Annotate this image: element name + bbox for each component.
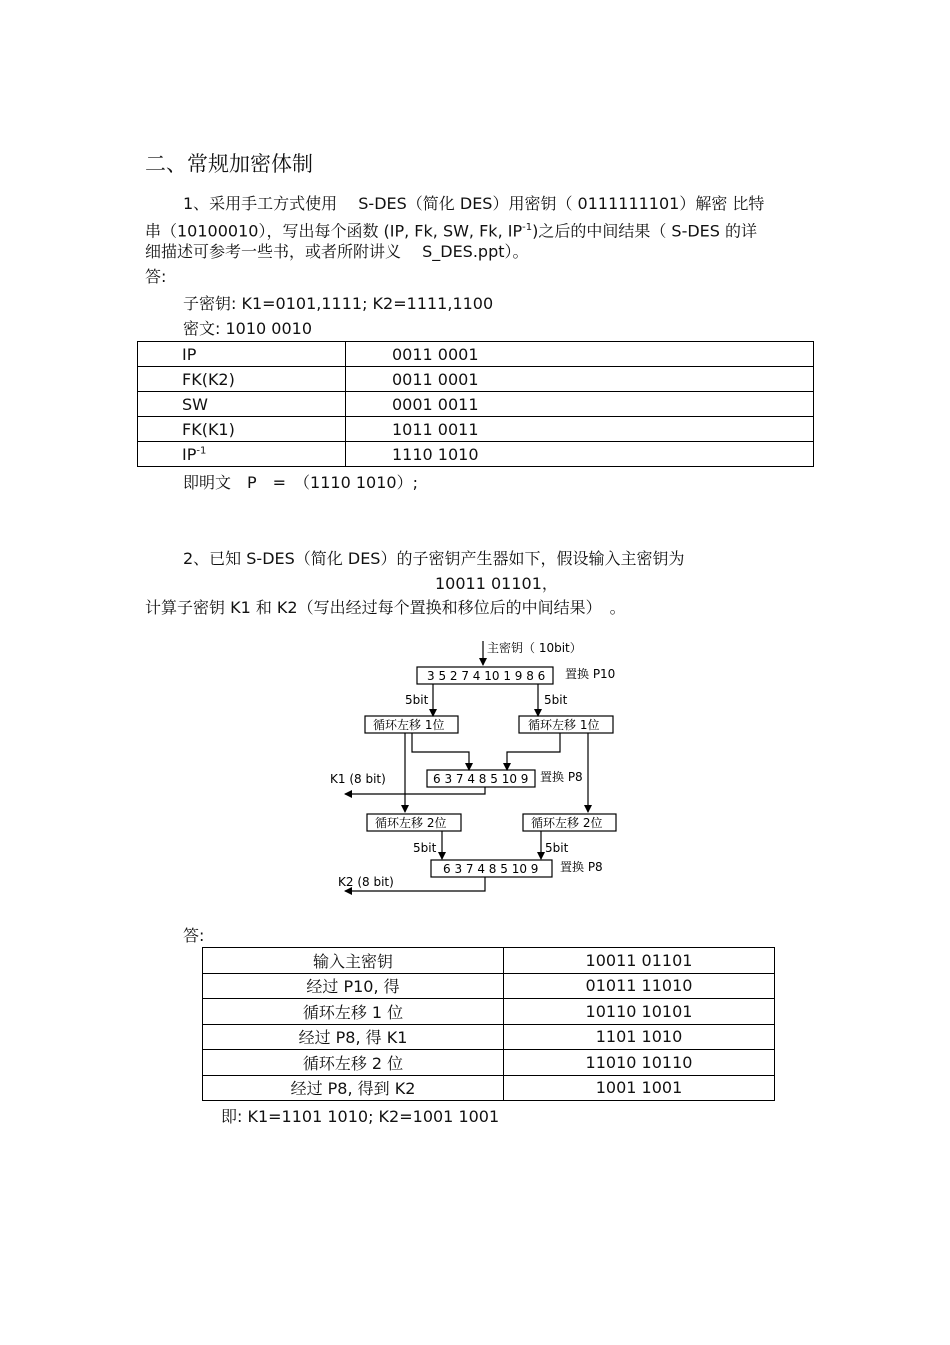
table-row [203, 973, 775, 999]
table-cell-val: 0011 0001 [346, 367, 814, 392]
ls2-right-label: 循环左移 2位 [531, 816, 603, 830]
p10-label: 置换 P10 [565, 667, 616, 681]
table-cell-fn: FK(K2) [138, 367, 346, 392]
ls1-right-label: 循环左移 1位 [528, 718, 600, 732]
table-cell-step: 经过 P8, 得 K1 [203, 1024, 504, 1050]
table-cell-val: 10110 10101 [504, 999, 775, 1025]
q1-line1: 1、采用手工方式使用 S-DES（简化 DES）用密钥（ 0111111101）解密 比特 [183, 194, 765, 213]
bits-label: 5bit [545, 841, 569, 855]
p10-sequence: 3 5 2 7 4 10 1 9 8 6 [427, 669, 546, 683]
table-cell-step: 循环左移 2 位 [203, 1050, 504, 1076]
table-cell-val: 1001 1001 [504, 1075, 775, 1101]
table-cell-step: 输入主密钥 [203, 948, 504, 974]
k2-label: K2 (8 bit) [338, 875, 394, 889]
p8-sequence-2: 6 3 7 4 8 5 10 9 [443, 862, 539, 876]
p8-label-2: 置换 P8 [560, 860, 603, 874]
q1-line2-sup: -1 [522, 222, 533, 233]
ls2-left-label: 循环左移 2位 [375, 816, 447, 830]
table-row [203, 1050, 775, 1076]
section-title: 二、常规加密体制 [145, 152, 313, 176]
ls1-left-label: 循环左移 1位 [373, 718, 445, 732]
table-row [203, 1075, 775, 1101]
table-cell-val: 01011 11010 [504, 973, 775, 999]
p8-label-1: 置换 P8 [540, 770, 583, 784]
table-cell-fn: SW [138, 392, 346, 417]
table-cell-val: 1011 0011 [346, 417, 814, 442]
master-key-label: 主密钥（ 10bit） [487, 641, 582, 655]
bits-label: 5bit [544, 693, 568, 707]
table-cell-val: 1101 1010 [504, 1024, 775, 1050]
table-cell-val: 11010 10110 [504, 1050, 775, 1076]
q1-line3: 细描述可参考一些书，或者所附讲义 S_DES.ppt）。 [145, 242, 529, 261]
q2-line3: 计算子密钥 K1 和 K2（写出经过每个置换和移位后的中间结果） 。 [145, 598, 626, 617]
q2-answer-label: 答: [183, 926, 205, 945]
q2-line1: 2、已知 S-DES（简化 DES）的子密钥产生器如下，假设输入主密钥为 [183, 549, 685, 568]
q1-answer-label: 答: [145, 267, 167, 286]
table-cell-fn: FK(K1) [138, 417, 346, 442]
table-row [203, 1024, 775, 1050]
table-cell-step: 经过 P8, 得到 K2 [203, 1075, 504, 1101]
bits-label: 5bit [405, 693, 429, 707]
table-cell-step: 循环左移 1 位 [203, 999, 504, 1025]
p8-sequence-1: 6 3 7 4 8 5 10 9 [433, 772, 529, 786]
table-cell-step: 经过 P10, 得 [203, 973, 504, 999]
k1-label: K1 (8 bit) [330, 772, 386, 786]
table-cell-val: 0011 0001 [346, 342, 814, 367]
table-cell-fn: IP [138, 342, 346, 367]
q1-conclusion: 即明文 P = （1110 1010）; [183, 473, 418, 492]
table-cell-val: 1110 1010 [346, 442, 814, 467]
table-row [203, 948, 775, 974]
q1-line2-tail: )之后的中间结果（ S-DES 的详 [532, 221, 758, 241]
table-row [203, 999, 775, 1025]
q2-results-table [202, 947, 775, 1101]
bits-label: 5bit [413, 841, 437, 855]
table-cell-val: 10011 01101 [504, 948, 775, 974]
table-cell-fn: $IP^{-1}$ [138, 442, 346, 467]
q2-conclusion: 即: K1=1101 1010; K2=1001 1001 [221, 1107, 500, 1126]
q1-line2-text: 串（10100010），写出每个函数 (IP, Fk, SW, Fk, IP [145, 221, 523, 241]
q2-line2: 10011 01101， [435, 574, 558, 593]
table-cell-val: 0001 0011 [346, 392, 814, 417]
q1-subkeys: 子密钥: K1=0101,1111; K2=1111,1100 [183, 294, 494, 313]
q1-ciphertext: 密文: 1010 0010 [183, 319, 313, 338]
